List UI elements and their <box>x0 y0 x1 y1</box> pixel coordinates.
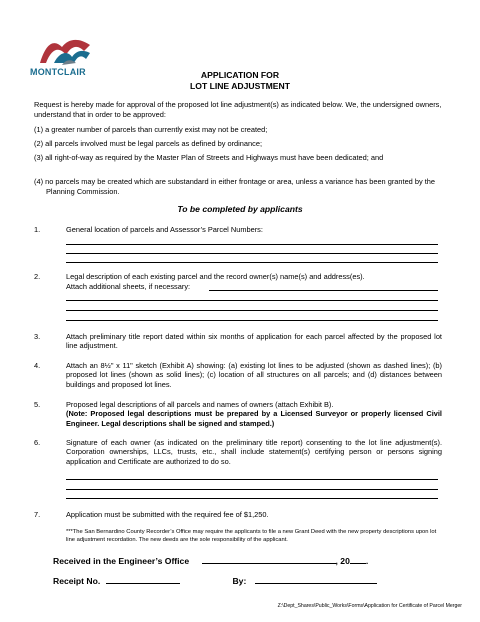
item-text <box>66 400 442 428</box>
item-number: 4. <box>34 361 41 370</box>
by-label: By: <box>232 576 247 586</box>
title-line-1: APPLICATION FOR <box>200 70 280 80</box>
item-number: 7. <box>34 510 41 519</box>
blank-line[interactable] <box>66 253 438 254</box>
condition-2: (2) all parcels involved must be legal parcels as defined by ordinance; <box>34 139 263 148</box>
blank-line[interactable] <box>66 262 438 263</box>
received-row <box>53 555 368 566</box>
blank-line[interactable] <box>66 498 438 499</box>
blank-line[interactable] <box>66 489 438 490</box>
condition-1: (1) a greater number of parcels than currently exist may not be created; <box>34 125 268 134</box>
item-5-note: (Note: Proposed legal descriptions must be prepared by a Licensed Surveyor or properly licensed Civil Engineer. Legal descriptions shall be signed and stamped.) <box>66 409 442 428</box>
receipt-number-field[interactable] <box>106 575 180 584</box>
mountain-logo-icon <box>38 33 92 67</box>
received-year-field[interactable] <box>350 555 369 566</box>
blank-line[interactable] <box>66 310 438 311</box>
file-path-footer: Z:\Dept_Shares\Public_Works\Forms\Application for Certificate of Parcel Merger <box>277 603 462 609</box>
intro-paragraph: Request is hereby made for approval of the proposed lot line adjustment(s) as indicated below. We, the undersigned owners, understand that in order to be approved: <box>34 100 442 119</box>
blank-line[interactable] <box>209 290 438 291</box>
item-number: 2. <box>34 272 41 281</box>
received-date-field[interactable] <box>202 555 336 564</box>
item-text: Application must be submitted with the required fee of $1,250. <box>66 510 269 519</box>
item-text: General location of parcels and Assessor’s Parcel Numbers: <box>66 225 263 234</box>
received-year-prefix: , 20 <box>335 556 350 566</box>
item-number: 3. <box>34 332 41 341</box>
subheading: To be completed by applicants <box>177 204 303 214</box>
item-text-continued: Attach additional sheets, if necessary: <box>66 282 191 291</box>
logo-wordmark: MONTCLAIR <box>30 67 86 77</box>
blank-line[interactable] <box>66 320 438 321</box>
item-number: 6. <box>34 438 41 447</box>
item-text: Legal description of each existing parcel and the record owner(s) name(s) and address(es). <box>66 272 365 281</box>
by-field[interactable] <box>255 575 377 584</box>
title-line-2: LOT LINE ADJUSTMENT <box>190 81 290 91</box>
blank-line[interactable] <box>66 479 438 480</box>
receipt-label: Receipt No. <box>53 576 101 586</box>
blank-line[interactable] <box>66 300 438 301</box>
condition-3: (3) all right-of-way as required by the Master Plan of Streets and Highways must have been dedicated; and <box>34 153 384 162</box>
item-number: 5. <box>34 400 41 409</box>
item-text: Attach preliminary title report dated within six months of application for each parcel affected by the proposed lot line adjustment. <box>66 332 442 351</box>
received-label: Received in the Engineer’s Office <box>53 556 190 566</box>
condition-4: (4) no parcels may be created which are substandard in either frontage or area, unless a variance has been granted by the Planning Commission. <box>34 177 435 196</box>
blank-line[interactable] <box>66 244 438 245</box>
item-5-text: Proposed legal descriptions of all parcels and names of owners (attach Exhibit B). <box>66 400 334 409</box>
receipt-row <box>53 575 377 586</box>
item-number: 1. <box>34 225 41 234</box>
item-text: Signature of each owner (as indicated on the preliminary title report) consenting to the lot line adjustment(s). Corporation ownerships, LLCs, trusts, etc., shall include statement(s) certifying person or persons signing application and Certificate are authorized to do so. <box>66 438 442 466</box>
recorder-note: ***The San Bernardino County Recorder’s Office may require the applicants to file a new Grant Deed with the new property descriptions upon lot line adjustment recordation. The new deeds are the sole responsibility of the applicant. <box>66 529 437 543</box>
item-text: Attach an 8½" x 11" sketch (Exhibit A) showing: (a) existing lot lines to be adjusted (shown as dashed lines); (b) proposed lot lines (shown as solid lines); (c) location of all structures on all parcels; and (d) distances between buildings and proposed lot lines. <box>66 361 442 389</box>
received-year-suffix: . <box>365 556 369 566</box>
